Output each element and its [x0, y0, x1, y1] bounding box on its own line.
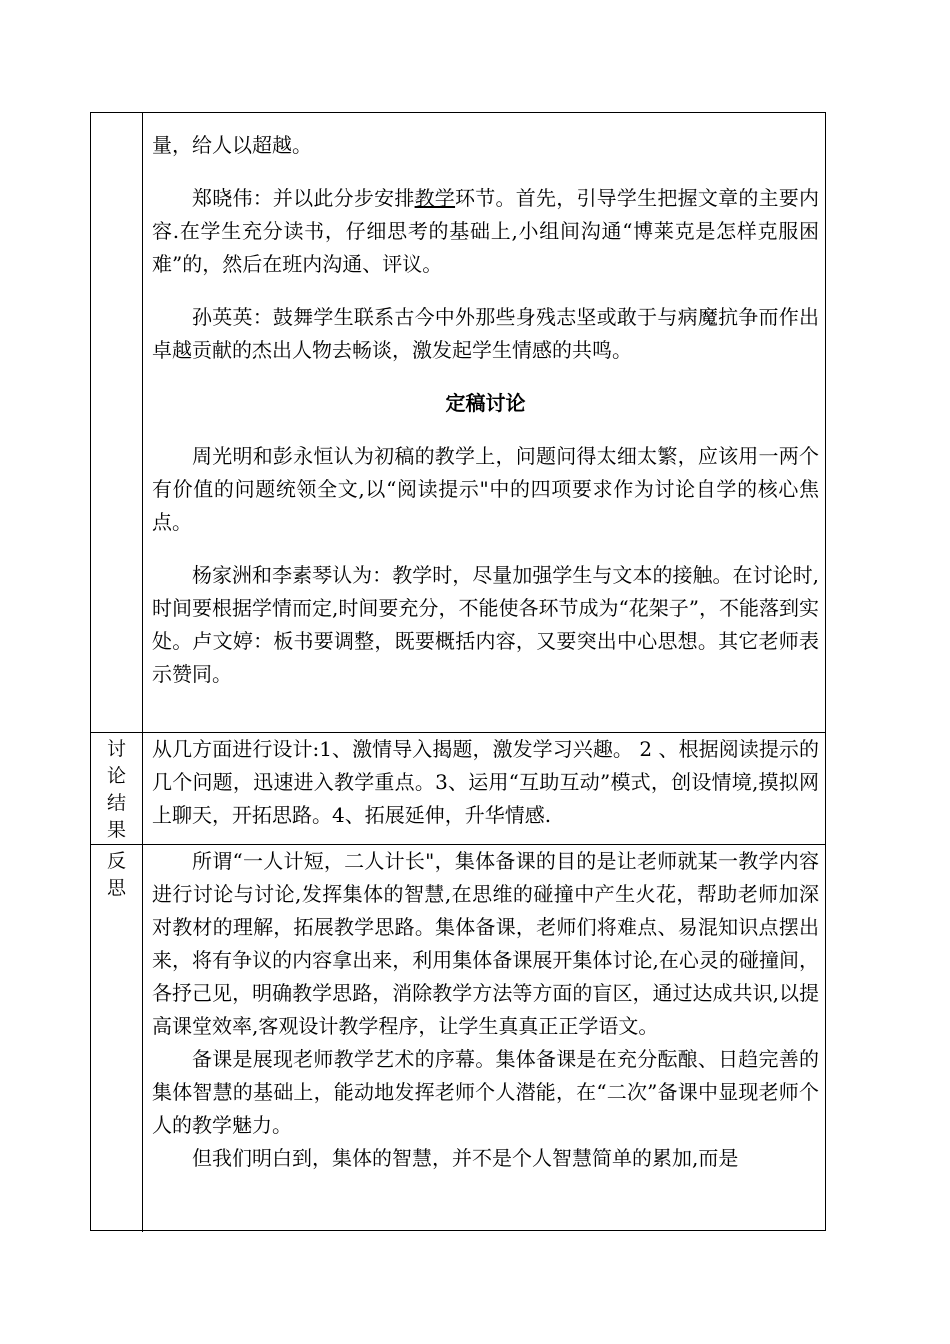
reflection-paragraph-1: 所谓“一人计短，二人计长"，集体备课的目的是让老师就某一教学内容进行讨论与讨论,发挥集体的智慧,在思维的碰撞中产生火花，帮助老师加深对教材的理解，拓展教学思路。集体备课，老师们将难点、易混知识点摆出来，将有争议的内容拿出来，利用集体备课展开集体讨论,在心灵的碰撞间，各抒己见，明确教学思路，消除教学方法等方面的盲区，通过达成共识,以提高课堂效率,客观设计教学程序，让学生真真正正学语文。	[152, 849, 819, 1038]
reflection-content	[143, 845, 827, 1175]
teaching-underlined-word: 教学	[414, 186, 456, 210]
reflection-paragraph-2: 备课是展现老师教学艺术的序幕。集体备课是在充分酝酿、日趋完善的集体智慧的基础上，能动地发挥老师个人潜能，在“二次”备课中显现老师个人的教学魅力。	[152, 1047, 819, 1137]
discussion-result-row	[91, 732, 825, 844]
label-char: 讨	[106, 738, 126, 760]
discussion-row	[91, 113, 825, 732]
label-char: 思	[106, 877, 126, 899]
zheng-xiaowei-paragraph	[152, 182, 819, 281]
continued-paragraph: 量，给人以超越。	[152, 133, 312, 157]
reflection-row	[91, 844, 825, 1232]
discussion-result-label	[91, 733, 142, 844]
discussion-label-cell	[91, 113, 142, 116]
label-char: 结	[106, 792, 126, 814]
reflection-label	[91, 845, 142, 902]
discussion-result-text: 从几方面进行设计:1、激情导入揭题，激发学习兴趣。 2 、根据阅读提示的几个问题，迅速进入教学重点。3、运用“互助互动”模式，创设情境,摸拟网上聊天，开拓思路。4、拓展延伸，升华情感.	[152, 737, 819, 827]
final-draft-heading: 定稿讨论	[445, 391, 526, 415]
discussion-result-content	[143, 733, 827, 832]
discussion-content-cell	[143, 113, 827, 691]
zheng-xiaowei-text-start: 郑晓伟：并以此分步安排	[192, 186, 415, 210]
sun-yingying-paragraph: 孙英英：鼓舞学生联系古今中外那些身残志坚或敢于与病魔抗争而作出卓越贡献的杰出人物去畅谈，激发起学生情感的共鸣。	[152, 305, 819, 362]
label-char: 果	[106, 819, 126, 841]
zheng-xiaowei-text-end: 环节。首先，引导学生把握文章的主要内容.在学生充分读书，仔细思考的基础上,小组间沟通“博莱克是怎样克服困难”的，然后在班内沟通、评议。	[152, 186, 820, 276]
zhou-peng-paragraph: 周光明和彭永恒认为初稿的教学上，问题问得太细太繁，应该用一两个有价值的问题统领全文,以“阅读提示"中的四项要求作为讨论自学的核心焦点。	[152, 444, 819, 534]
yang-li-paragraph: 杨家洲和李素琴认为：教学时，尽量加强学生与文本的接触。在讨论时,时间要根据学情而定,时间要充分，不能使各环节成为“花架子”，不能落到实处。卢文婷：板书要调整，既要概括内容，又要突出中心思想。其它老师表示赞同。	[152, 563, 819, 686]
record-table	[90, 112, 826, 1231]
reflection-paragraph-3: 但我们明白到，集体的智慧，并不是个人智慧简单的累加,而是	[192, 1146, 739, 1170]
label-char: 论	[106, 765, 126, 787]
label-char: 反	[106, 850, 126, 872]
